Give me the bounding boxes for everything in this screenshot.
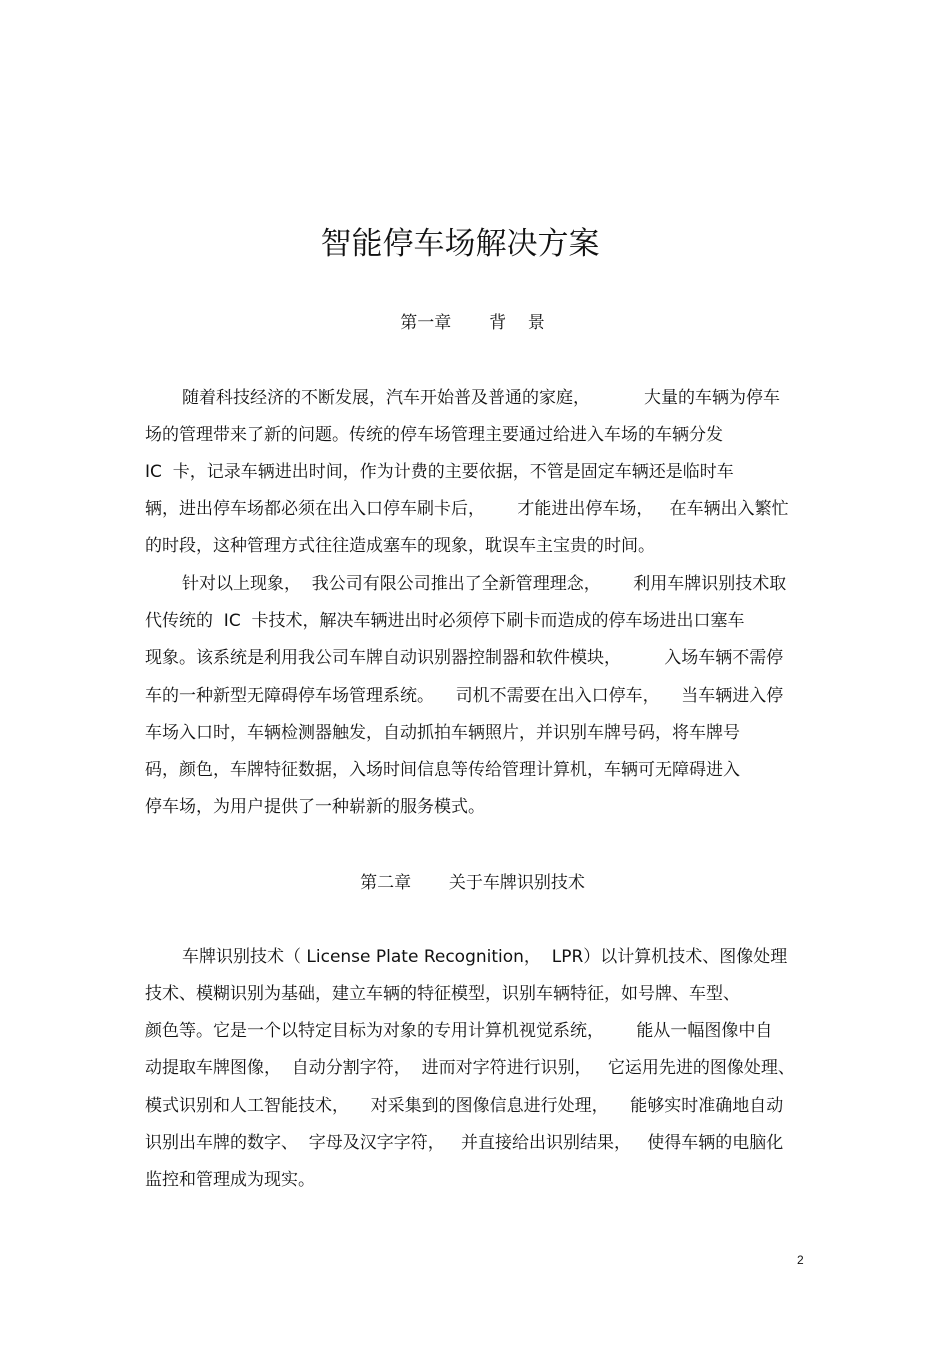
chapter-1-paragraph-1-line: 场的管理带来了新的问题。传统的停车场管理主要通过给进入车场的车辆分发 bbox=[145, 425, 723, 445]
chapter-2-paragraph-1-line: 颜色等。它是一个以特定目标为对象的专用计算机视觉系统， 能从一幅图像中自 bbox=[145, 1021, 773, 1041]
chapter-1-paragraph-2-line: 车场入口时，车辆检测器触发，自动抓拍车辆照片，并识别车牌号码，将车牌号 bbox=[145, 723, 740, 743]
chapter-1-paragraph-1-line: IC 卡，记录车辆进出时间，作为计费的主要依据，不管是固定车辆还是临时车 bbox=[145, 462, 734, 482]
chapter-1-heading: 第一章 背 景 bbox=[400, 313, 545, 333]
chapter-1-paragraph-1-line: 辆，进出停车场都必须在出入口停车刷卡后， 才能进出停车场， 在车辆出入繁忙 bbox=[145, 499, 789, 519]
chapter-1-paragraph-2-line: 现象。该系统是利用我公司车牌自动识别器控制器和软件模块， 入场车辆不需停 bbox=[145, 648, 784, 668]
chapter-2-paragraph-1-line: 技术、模糊识别为基础，建立车辆的特征模型，识别车辆特征，如号牌、车型、 bbox=[145, 984, 740, 1004]
chapter-2-paragraph-1-line: 车牌识别技术（ License Plate Recognition， LPR）以计算机技术、图像处理 bbox=[182, 947, 788, 967]
chapter-1-paragraph-2-line: 代传统的 IC 卡技术，解决车辆进出时必须停下刷卡而造成的停车场进出口塞车 bbox=[145, 611, 745, 631]
chapter-1-paragraph-2-line: 针对以上现象， 我公司有限公司推出了全新管理理念， 利用车牌识别技术取 bbox=[182, 574, 787, 594]
chapter-2-paragraph-1-line: 识别出车牌的数字、 字母及汉字字符， 并直接给出识别结果， 使得车辆的电脑化 bbox=[145, 1133, 784, 1153]
chapter-2-paragraph-1-line: 模式识别和人工智能技术， 对采集到的图像信息进行处理， 能够实时准确地自动 bbox=[145, 1096, 784, 1116]
page-number: 2 bbox=[797, 1253, 804, 1267]
chapter-2-heading: 第二章 关于车牌识别技术 bbox=[360, 873, 585, 893]
chapter-1-paragraph-1-line: 随着科技经济的不断发展，汽车开始普及普通的家庭， 大量的车辆为停车 bbox=[182, 388, 781, 408]
chapter-1-paragraph-2-line: 停车场，为用户提供了一种崭新的服务模式。 bbox=[145, 797, 485, 817]
chapter-1-paragraph-2-line: 车的一种新型无障碍停车场管理系统。 司机不需要在出入口停车， 当车辆进入停 bbox=[145, 686, 784, 706]
chapter-1-paragraph-2-line: 码，颜色，车牌特征数据，入场时间信息等传给管理计算机，车辆可无障碍进入 bbox=[145, 760, 740, 780]
chapter-1-paragraph-1-line: 的时段，这种管理方式往往造成塞车的现象，耽误车主宝贵的时间。 bbox=[145, 536, 655, 556]
document-title: 智能停车场解决方案 bbox=[320, 226, 600, 262]
chapter-2-paragraph-1-line: 监控和管理成为现实。 bbox=[145, 1170, 315, 1190]
chapter-2-paragraph-1-line: 动提取车牌图像， 自动分割字符， 进而对字符进行识别， 它运用先进的图像处理、 bbox=[145, 1058, 795, 1078]
